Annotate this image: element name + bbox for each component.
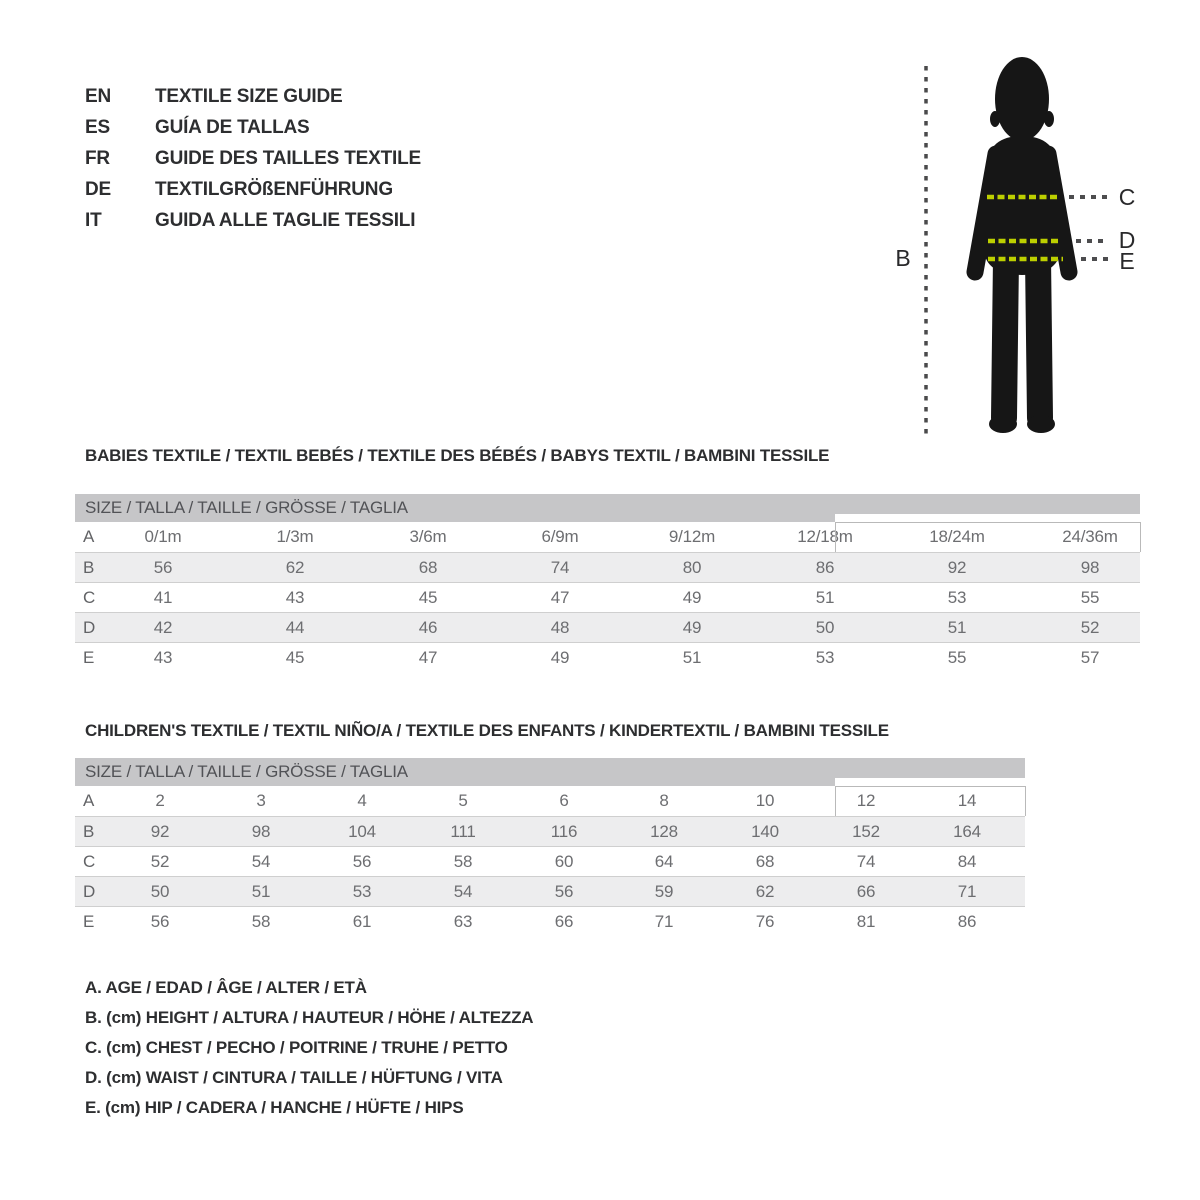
table-cell: 111 (450, 821, 476, 841)
babies-size-highlight-mask (835, 514, 1141, 522)
row-label: C (83, 851, 96, 871)
children-size-highlight-box (835, 786, 1026, 816)
babies-size-highlight-box (835, 522, 1141, 552)
table-row (75, 552, 1140, 582)
table-cell: 50 (150, 881, 170, 901)
table-row (75, 612, 1140, 642)
table-cell: 71 (654, 911, 674, 931)
table-cell: 53 (815, 647, 835, 667)
table-cell: 8 (659, 791, 669, 810)
table-cell: 80 (682, 557, 702, 577)
row-label: B (83, 821, 95, 841)
table-cell: 54 (251, 851, 271, 871)
table-cell: 164 (953, 821, 981, 841)
hip-label: E (1119, 248, 1135, 274)
table-cell: 59 (654, 881, 674, 901)
table-cell: 98 (251, 821, 271, 841)
table-cell: 14 (957, 791, 977, 810)
row-label: D (83, 617, 96, 637)
table-cell: 56 (150, 911, 170, 931)
table-cell: 63 (453, 911, 473, 931)
table-cell: 86 (815, 557, 835, 577)
table-cell: 51 (947, 617, 967, 637)
table-cell: 68 (755, 851, 775, 871)
babies-table-header: SIZE / TALLA / TAILLE / GRÖSSE / TAGLIA (75, 494, 1140, 522)
table-cell: 56 (153, 557, 173, 577)
table-cell: 47 (418, 647, 438, 667)
table-cell: 74 (550, 557, 570, 577)
table-cell: 66 (554, 911, 574, 931)
height-label: B (895, 245, 911, 271)
table-cell: 44 (285, 617, 305, 637)
children-size-highlight-mask (835, 778, 1026, 786)
language-title: TEXTILGRÖßENFÜHRUNG (155, 178, 393, 200)
language-title: TEXTILE SIZE GUIDE (155, 85, 343, 107)
children-table-title: CHILDREN'S TEXTILE / TEXTIL NIÑO/A / TEXTILE DES ENFANTS / KINDERTEXTIL / BAMBINI TESSILE (85, 721, 889, 740)
language-code: FR (85, 147, 110, 169)
table-cell: 53 (947, 587, 967, 607)
table-cell: 41 (153, 587, 173, 607)
table-cell: 62 (755, 881, 775, 901)
table-cell: 3 (256, 791, 266, 810)
table-row (75, 642, 1140, 672)
table-cell: 12 (856, 791, 876, 810)
table-row (75, 876, 1025, 906)
table-cell: 49 (682, 617, 702, 637)
table-cell: 0/1m (144, 527, 182, 546)
measurement-legend (85, 973, 533, 1123)
babies-table-title: BABIES TEXTILE / TEXTIL BEBÉS / TEXTILE DES BÉBÉS / BABYS TEXTIL / BAMBINI TESSILE (85, 446, 830, 465)
language-title: GUIDA ALLE TAGLIE TESSILI (155, 209, 416, 231)
table-cell: 58 (251, 911, 271, 931)
table-cell: 74 (856, 851, 876, 871)
table-cell: 52 (1080, 617, 1100, 637)
table-cell: 61 (352, 911, 372, 931)
legend-age: A. AGE / EDAD / ÂGE / ALTER / ETÀ (85, 978, 367, 997)
table-cell: 76 (755, 911, 775, 931)
row-label: E (83, 911, 95, 931)
table-cell: 49 (550, 647, 570, 667)
legend-waist: D. (cm) WAIST / CINTURA / TAILLE / HÜFTUNG / VITA (85, 1068, 503, 1087)
table-cell: 57 (1080, 647, 1100, 667)
table-row (75, 846, 1025, 876)
measurement-figure (0, 0, 1200, 460)
row-label: D (83, 881, 96, 901)
legend-hip: E. (cm) HIP / CADERA / HANCHE / HÜFTE / HIPS (85, 1098, 464, 1117)
table-cell: 51 (251, 881, 271, 901)
table-cell: 66 (856, 881, 876, 901)
table-cell: 128 (650, 821, 678, 841)
table-cell: 53 (352, 881, 372, 901)
table-cell: 56 (554, 881, 574, 901)
table-cell: 45 (418, 587, 438, 607)
table-row (75, 906, 1025, 936)
table-cell: 43 (153, 647, 173, 667)
row-label: B (83, 557, 95, 577)
table-cell: 45 (285, 647, 305, 667)
table-cell: 54 (453, 881, 473, 901)
table-row (75, 582, 1140, 612)
table-cell: 3/6m (409, 527, 447, 546)
row-label: A (83, 791, 95, 810)
table-cell: 55 (947, 647, 967, 667)
table-cell: 6/9m (541, 527, 579, 546)
language-code: EN (85, 85, 111, 107)
table-cell: 51 (815, 587, 835, 607)
table-cell: 46 (418, 617, 438, 637)
language-title: GUIDE DES TAILLES TEXTILE (155, 147, 421, 169)
table-cell: 81 (856, 911, 876, 931)
table-cell: 62 (285, 557, 305, 577)
table-cell: 5 (458, 791, 468, 810)
row-label: A (83, 527, 95, 546)
table-cell: 9/12m (668, 527, 716, 546)
language-code: DE (85, 178, 111, 200)
table-cell: 12/18m (797, 527, 853, 546)
table-cell: 47 (550, 587, 570, 607)
table-cell: 92 (947, 557, 967, 577)
table-cell: 152 (852, 821, 880, 841)
legend-chest: C. (cm) CHEST / PECHO / POITRINE / TRUHE / PETTO (85, 1038, 508, 1057)
table-cell: 104 (348, 821, 376, 841)
table-cell: 42 (153, 617, 173, 637)
table-cell: 55 (1080, 587, 1100, 607)
table-cell: 68 (418, 557, 438, 577)
table-cell: 18/24m (929, 527, 985, 546)
table-cell: 50 (815, 617, 835, 637)
child-silhouette-icon (975, 57, 1069, 433)
table-cell: 60 (554, 851, 574, 871)
table-cell: 58 (453, 851, 473, 871)
table-cell: 49 (682, 587, 702, 607)
table-cell: 24/36m (1062, 527, 1118, 546)
table-cell: 51 (682, 647, 702, 667)
table-cell: 48 (550, 617, 570, 637)
table-cell: 71 (957, 881, 977, 901)
table-cell: 140 (751, 821, 779, 841)
chest-label: C (1118, 184, 1136, 210)
table-cell: 116 (550, 821, 578, 841)
legend-height: B. (cm) HEIGHT / ALTURA / HAUTEUR / HÖHE / ALTEZZA (85, 1008, 534, 1027)
row-label: C (83, 587, 96, 607)
table-cell: 52 (150, 851, 170, 871)
table-cell: 86 (957, 911, 977, 931)
table-cell: 2 (155, 791, 165, 810)
table-row (75, 816, 1025, 846)
table-cell: 6 (559, 791, 569, 810)
table-cell: 92 (150, 821, 170, 841)
language-code: ES (85, 116, 110, 138)
table-cell: 98 (1080, 557, 1100, 577)
children-table-header: SIZE / TALLA / TAILLE / GRÖSSE / TAGLIA (75, 758, 1025, 786)
table-cell: 43 (285, 587, 305, 607)
row-label: E (83, 647, 95, 667)
table-cell: 4 (357, 791, 367, 810)
table-cell: 84 (957, 851, 977, 871)
language-code: IT (85, 209, 102, 231)
table-cell: 64 (654, 851, 674, 871)
table-cell: 56 (352, 851, 372, 871)
waist-label: D (1118, 227, 1136, 253)
language-title: GUÍA DE TALLAS (155, 116, 310, 138)
table-cell: 10 (755, 791, 775, 810)
table-cell: 1/3m (276, 527, 314, 546)
